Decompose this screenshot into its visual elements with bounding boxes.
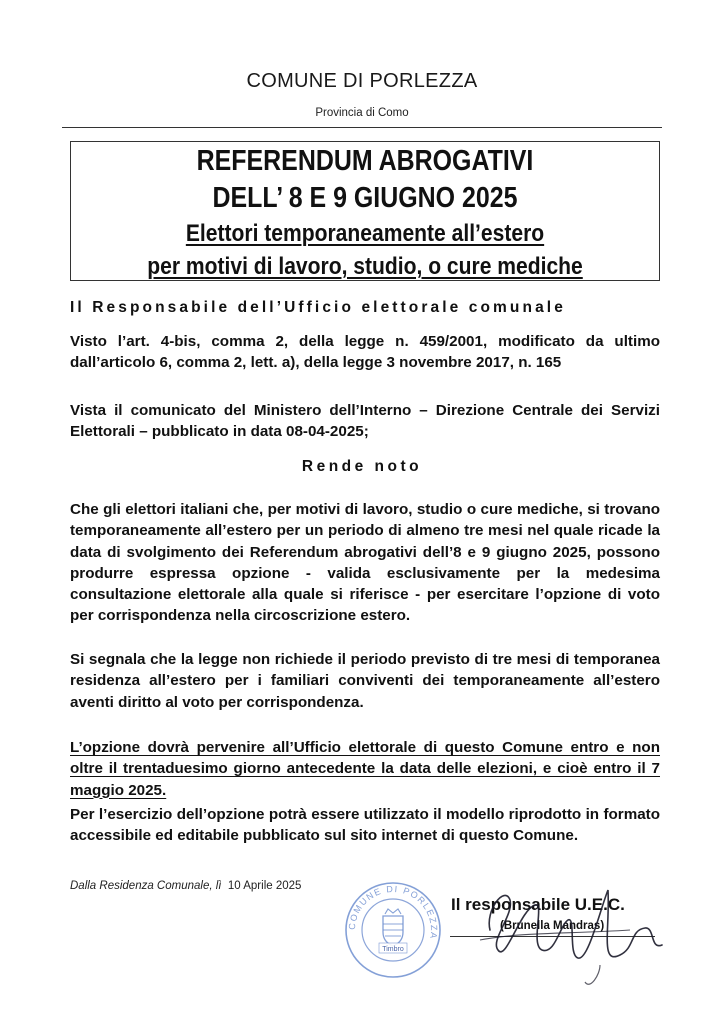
title-line-4: per motivi di lavoro, studio, o cure mediche xyxy=(147,253,583,280)
title-line-2: DELL’ 8 E 9 GIUGNO 2025 xyxy=(212,182,518,214)
body-paragraph-4: Per l’esercizio dell’opzione potrà essere utilizzato il modello riprodotto in formato accessibile ed editabile pubblicato sul sito internet di questo Comune. xyxy=(70,806,660,845)
vista-paragraph: Vista il comunicato del Ministero dell’Interno – Direzione Centrale dei Servizi Elettorali – pubblicato in data 08-04-2025; xyxy=(70,402,660,441)
signatory-title: Il responsabile U.E.C. xyxy=(451,895,625,914)
title-line-3: Elettori temporaneamente all’estero xyxy=(185,220,545,247)
visto-paragraph: Visto l’art. 4-bis, comma 2, della legge n. 459/2001, modificato da ultimo dall’articolo 6, comma 2, lett. a), della legge 3 novembre 2017, n. 165 xyxy=(70,333,660,372)
stamp-center-text: Timbro xyxy=(382,946,404,953)
deadline-paragraph: L’opzione dovrà pervenire all’Ufficio elettorale di questo Comune entro e non oltre il trentaduesimo giorno antecedente la data delle elezioni, e cioè entro il 7 maggio 2025. xyxy=(70,739,660,799)
body-paragraph-2: Si segnala che la legge non richiede il periodo previsto di tre mesi di temporanea residenza all’estero per i familiari conviventi dei temporaneamente all’estero aventi diritto al voto per corrispondenza. xyxy=(70,651,660,711)
stamp-text: COMUNE DI PORLEZZA xyxy=(346,883,440,941)
title-box xyxy=(70,141,660,281)
municipality-name: COMUNE DI PORLEZZA xyxy=(246,70,478,92)
issue-date: 10 Aprile 2025 xyxy=(227,880,302,892)
rende-noto-heading: Rende noto xyxy=(301,458,423,475)
svg-text:COMUNE DI PORLEZZA xyxy=(347,884,439,941)
municipal-stamp-icon xyxy=(343,880,443,980)
place-date xyxy=(70,880,301,892)
header-divider xyxy=(62,127,662,128)
body-paragraph-1: Che gli elettori italiani che, per motivi di lavoro, studio o cure mediche, si trovano temporaneamente all’estero per un periodo di almeno tre mesi nel quale ricade la data di svolgimento dei Referendum abrogativi dell’8 e 9 giugno 2025, possono produrre espressa opzione - valida esclusivamente per la medesima consultazione elettorale alla quale si riferisce - per esercitare l’opzione di voto per corrispondenza nella circoscrizione estero. xyxy=(70,501,660,625)
handwritten-signature-icon xyxy=(450,870,680,1000)
province-name: Provincia di Como xyxy=(315,107,409,119)
signatory-name: (Brunella Mandras) xyxy=(500,920,605,932)
responsabile-heading: Il Responsabile dell’Ufficio elettorale comunale xyxy=(70,299,566,316)
place-label: Dalla Residenza Comunale, lì xyxy=(70,880,222,892)
title-line-1: REFERENDUM ABROGATIVI xyxy=(196,145,534,177)
